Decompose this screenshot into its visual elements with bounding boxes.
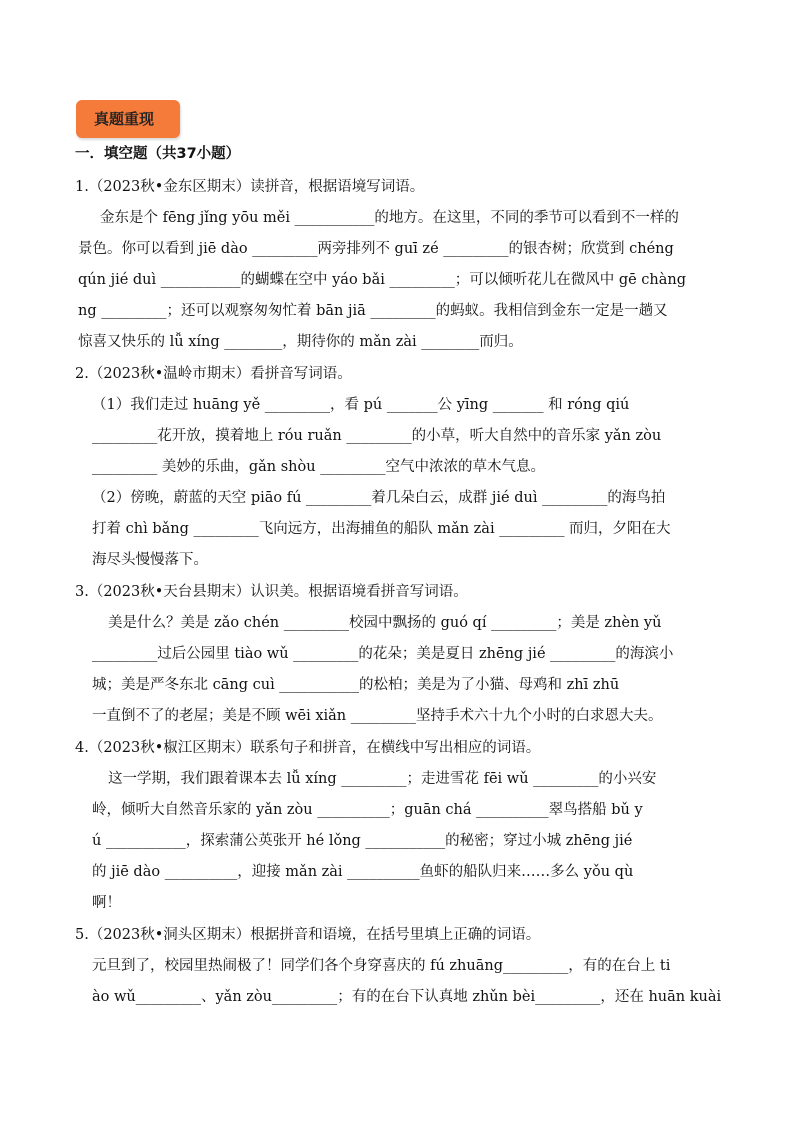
- question-5-line: ào wǔ_________、yǎn zòu_________；有的在台下认真地 zhǔn bèi_________，还在 huān kuài: [92, 989, 722, 1005]
- question-4-title: 4.（2023秋•椒江区期末）联系句子和拼音，在横线中写出相应的词语。: [75, 740, 541, 756]
- question-1-line: 景色。你可以看到 jiē dào _________两旁排列不 guī zé _________的银杏树；欣赏到 chéng: [78, 241, 674, 257]
- question-2-line: _________花开放，摸着地上 róu ruǎn _________的小草，听大自然中的音乐家 yǎn zòu: [92, 428, 662, 444]
- question-2-line: （1）我们走过 huāng yě _________，看 pú _______公 yīng _______ 和 róng qiú: [92, 397, 630, 413]
- question-3-line: 一直倒不了的老屋；美是不顾 wēi xiǎn _________坚持手术六十九个小时的白求恩大夫。: [92, 708, 663, 724]
- question-3-line: 城；美是严冬东北 cāng cuì ___________的松柏；美是为了小猫、母鸡和 zhī zhū: [92, 677, 620, 693]
- question-1-line: qún jié duì ___________的蝴蝶在空中 yáo bǎi _________；可以倾听花儿在微风中 gē chàng: [78, 272, 687, 288]
- question-1-line: ng _________；还可以观察匆匆忙着 bān jiā _________的蚂蚁。我相信到金东一定是一趟又: [78, 303, 668, 319]
- question-5-title: 5.（2023秋•洞头区期末）根据拼音和语境，在括号里填上正确的词语。: [75, 927, 541, 943]
- question-4-line: 岭，倾听大自然音乐家的 yǎn zòu __________；guān chá __________翠鸟搭船 bǔ y: [92, 802, 643, 818]
- question-2-line: 海尽头慢慢落下。: [92, 552, 208, 568]
- question-2-title: 2.（2023秋•温岭市期末）看拼音写词语。: [75, 366, 352, 382]
- question-5-line: 元旦到了，校园里热闹极了！同学们各个身穿喜庆的 fú zhuāng_________，有的在台上 ti: [92, 958, 671, 974]
- question-2-line: 打着 chì bǎng _________飞向远方，出海捕鱼的船队 mǎn zài _________ 而归，夕阳在大: [92, 521, 671, 537]
- question-4-line: 的 jiē dào __________，迎接 mǎn zài __________鱼虾的船队归来……多么 yǒu qù: [92, 864, 634, 880]
- question-4-line: 啊！: [92, 895, 121, 911]
- question-4-line: ú ___________，探索蒲公英张开 hé lǒng ___________的秘密；穿过小城 zhēng jié: [92, 833, 633, 849]
- question-3-line: _________过后公园里 tiào wǔ _________的花朵；美是夏日 zhēng jié _________的海滨小: [92, 646, 674, 662]
- question-1-title: 1.（2023秋•金东区期末）读拼音，根据语境写词语。: [75, 179, 425, 195]
- question-3-title: 3.（2023秋•天台县期末）认识美。根据语境看拼音写词语。: [75, 584, 468, 600]
- question-2-line: _________ 美妙的乐曲，gǎn shòu _________空气中浓浓的草木气息。: [92, 459, 545, 475]
- section-badge: 真题重现: [76, 100, 180, 138]
- question-1-line: 惊喜又快乐的 lǚ xíng ________，期待你的 mǎn zài ________而归。: [78, 334, 523, 350]
- section-title: 一．填空题（共37小题）: [75, 146, 241, 162]
- question-1-line: 金东是个 fēng jǐng yōu měi ___________的地方。在这里，不同的季节可以看到不一样的: [100, 210, 679, 226]
- question-4-line: 这一学期，我们跟着课本去 lǚ xíng _________；走进雪花 fēi wǔ _________的小兴安: [108, 771, 657, 787]
- question-2-line: （2）傍晚，蔚蓝的天空 piāo fú _________着几朵白云，成群 jié duì _________的海鸟拍: [92, 490, 666, 506]
- question-3-line: 美是什么？美是 zǎo chén _________校园中飘扬的 guó qí _________；美是 zhèn yǔ: [108, 615, 662, 631]
